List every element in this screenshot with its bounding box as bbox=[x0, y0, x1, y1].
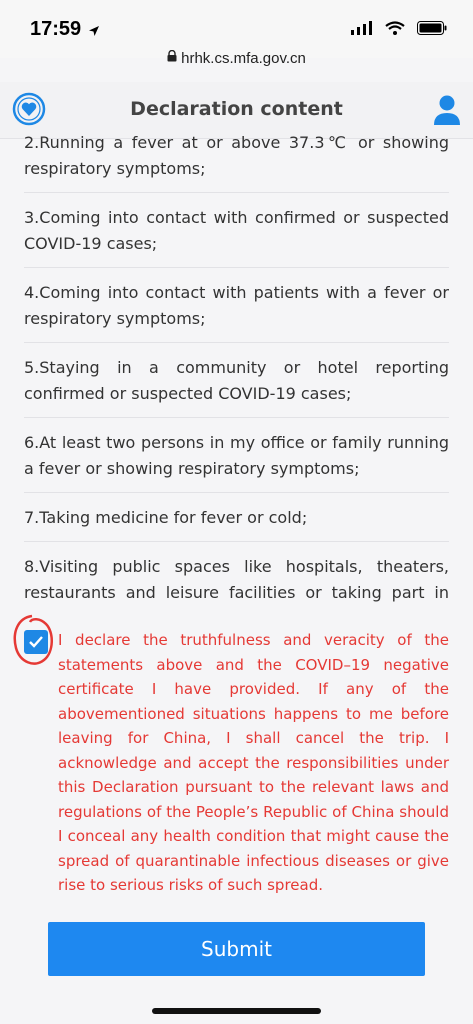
location-arrow-icon bbox=[88, 22, 100, 41]
page-title: Declaration content bbox=[130, 98, 343, 120]
list-item: 2.Running a fever at or above 37.3℃ or showing respiratory symptoms; bbox=[24, 130, 449, 193]
signal-icon bbox=[351, 20, 373, 39]
status-time: 17:59 bbox=[30, 18, 82, 40]
checkmark-icon bbox=[28, 635, 44, 649]
list-item: 3.Coming into contact with confirmed or suspected COVID-19 cases; bbox=[24, 197, 449, 268]
home-indicator[interactable] bbox=[152, 1008, 321, 1014]
url-bar[interactable] bbox=[0, 50, 473, 82]
list-item: 4.Coming into contact with patients with a fever or respiratory symptoms; bbox=[24, 272, 449, 343]
declaration-conditions-list bbox=[24, 130, 449, 610]
submit-button[interactable]: Submit bbox=[48, 922, 425, 976]
url-text: hrhk.cs.mfa.gov.cn bbox=[181, 50, 306, 67]
declaration-text: I declare the truthfulness and veracity of the statements above and the COVID–19 negative certificate I have provided. If any of the abovementioned situations happens to me before leaving for China, I shall cancel the trip. I acknowledge and accept the responsibilities under this Declaration pursuant to the relevant laws and regulations of the People’s Republic of China should I conceal any health condition that might cause the spread of quarantinable infectious diseases or give rise to serious risks of such spread. bbox=[58, 631, 449, 894]
declaration-block bbox=[10, 612, 450, 902]
declaration-checkbox[interactable] bbox=[24, 630, 48, 654]
status-icons bbox=[351, 20, 447, 39]
user-icon[interactable] bbox=[433, 94, 461, 130]
lock-icon bbox=[167, 50, 177, 65]
battery-icon bbox=[417, 20, 447, 39]
list-item: 6.At least two persons in my office or family running a fever or showing respiratory symptoms; bbox=[24, 422, 449, 493]
list-item: 7.Taking medicine for fever or cold; bbox=[24, 497, 449, 542]
list-item: 8.Visiting public spaces like hospitals, theaters, restaurants and leisure facilities or taking part in bbox=[24, 557, 449, 602]
wifi-icon bbox=[385, 20, 405, 39]
list-item: 5.Staying in a community or hotel reporting confirmed or suspected COVID-19 cases; bbox=[24, 347, 449, 418]
